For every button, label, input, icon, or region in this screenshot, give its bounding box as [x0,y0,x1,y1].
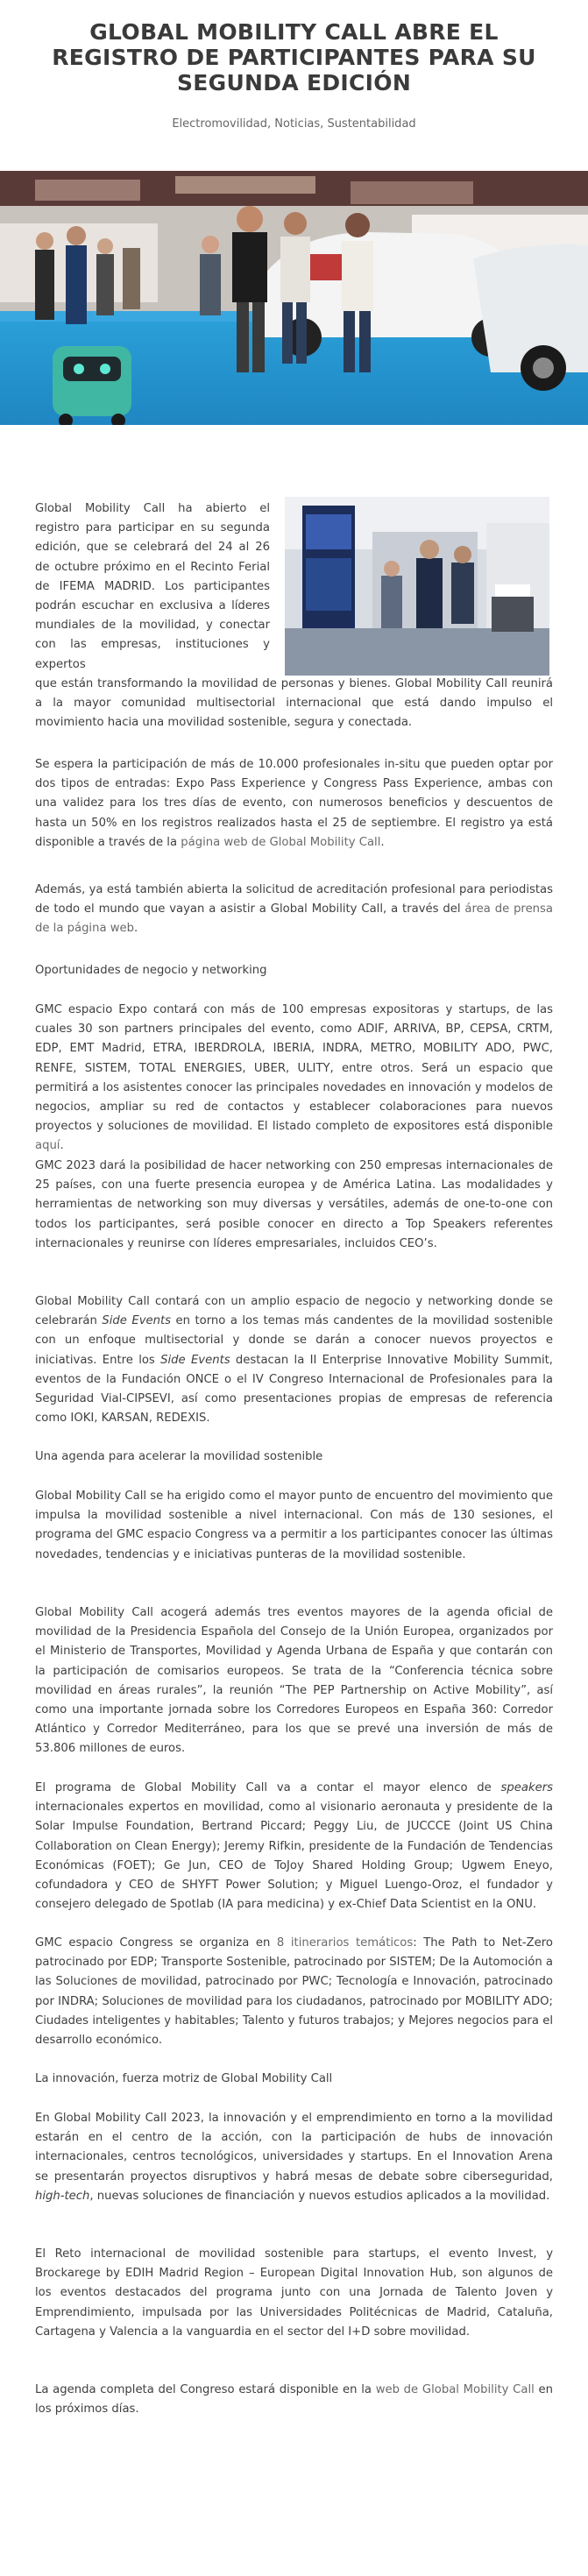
paragraph-9 [35,1779,553,1914]
category-separator: , [320,117,328,131]
paragraph-11 [35,2109,553,2206]
paragraph-7: Global Mobility Call se ha erigido como el mayor punto de encuentro del movimiento que impulsa la movilidad sostenible a nivel internacional. Con más de 130 sesiones, el programa del GMC espacio Congress va a permitir a los participantes conocer las últimas novedades, tendencias y e iniciativas punteras de la movilidad sostenible. [35,1490,553,1561]
section-heading-agenda: Una agenda para acelerar la movilidad sostenible [35,1450,323,1463]
category-link-sustentabilidad[interactable]: Sustentabilidad [327,117,416,131]
congress-web-link[interactable]: web de Global Mobility Call [375,2383,535,2396]
paragraph-6-text-a: Global Mobility Call contará con un amplio espacio de negocio y networking donde se celebrarán [35,1295,553,1328]
category-separator: , [267,117,275,131]
paragraph-6-text-c: destacan la II Enterprise Innovative Mobility Summit, eventos de la Fundación ONCE o el IV Congreso Internacional de Profesionales para la Seguridad Vial-CIPSEVI, así como presentaciones propias de empresas de referencia como IOKI, KARSAN, REDEXIS. [35,1353,553,1426]
paragraph-10-text-b: : The Path to Net-Zero patrocinado por EDP; Transporte Sostenible, patrocinado por SISTEM; De la Automoción a las Soluciones de movilidad, patrocinado por PWC; Tecnología e Innovación, patrocinado por INDRA; Soluciones de movilidad para los ciudadanos, patrocinado por MOBILITY ADO; Ciudades inteligentes y habitables; Talento y futuros trabajos; y Mejores negocios para el desarrollo económico. [35,1936,553,2048]
paragraph-2 [35,755,553,853]
paragraph-9-text-a: El programa de Global Mobility Call va a contar el mayor elenco de [35,1781,501,1794]
exhibitors-list-link[interactable]: aquí [35,1139,60,1153]
paragraph-13-text: La agenda completa del Congreso estará disponible en la [35,2383,376,2396]
paragraph-5: GMC 2023 dará la posibilidad de hacer networking con 250 empresas internacionales de 25 países, con una fuerte presencia europea y de América Latina. Las modalidades y herramientas de networking son muy diversas y versátiles, además de one-to-one con todos los participantes, será posible conocer en directo a Top Speakers referentes internacionales y reunirse con líderes empresariales, incluidos CEO’s. [35,1159,553,1250]
paragraph-6 [35,1292,553,1428]
category-link-noticias[interactable]: Noticias [274,117,321,131]
paragraph-11-em: high-tech [35,2189,90,2203]
paragraph-6-em-2: Side Events [160,1353,230,1367]
paragraph-6-text-b: en torno a los temas más candentes de la movilidad sostenible con un enfoque multisectorial y donde se darán a conocer nuevos proyectos e iniciativas. Entre los [35,1314,553,1367]
paragraph-2-end: . [380,835,385,849]
category-link-electromovilidad[interactable]: Electromovilidad [172,117,268,131]
press-area-link[interactable]: área de prensa de la página web [35,902,553,936]
paragraph-4-text: GMC espacio Expo contará con más de 100 empresas expositoras y startups, de las cuales 30 son partners principales del evento, como ADIF, ARRIVA, BP, CEPSA, CRTM, EDP, EMT Madrid, ETRA, IBERDROLA, IBERIA, INDRA, METRO, MOBILITY ADO, PWC, RENFE, SISTEM, TOTAL ENERGIES, UBER, ULITY, entre otros. Será un espacio que permitirá a los asistentes conocer las principales novedades en innovación y modelos de negocios, ampliar su red de contactos y establecer colaboraciones para nuevos proyectos y soluciones de movilidad. El listado completo de expositores está disponible [35,1003,553,1134]
paragraph-9-em: speakers [500,1781,553,1794]
paragraph-3-text: Además, ya está también abierta la solicitud de acreditación profesional para periodistas de todo el mundo que vayan a asistir a Global Mobility Call, a través del [35,883,553,916]
paragraph-10 [35,1934,553,2050]
registration-web-link[interactable]: página web de Global Mobility Call [181,835,381,849]
section-heading-networking: Oportunidades de negocio y networking [35,964,267,977]
paragraph-1-intro: Global Mobility Call ha abierto el registro para participar en su segunda edición, que se celebrará del 24 al 26 de octubre próximo en el Recinto Ferial de IFEMA MADRID. Los participantes podrán escuchar en exclusiva a líderes mundiales de la movilidad, y conectar con las empresas, instituciones y expertos [35,502,270,671]
paragraph-3 [35,881,553,939]
paragraph-9-text-b: internacionales expertos en movilidad, como al visionario aeronauta y presidente de la Solar Impulse Foundation, Bertrand Piccard; Peggy Liu, de JUCCCE (Joint US China Collaboration on Clean Energy); Jeremy Rifkin, presidente de la Fundación de Tendencias Económicas (FOET); Ge Jun, CEO de ToJoy Shared Holding Group; Ugwem Eneyo, cofundadora y CEO de SHYFT Power Solution; y Miguel Luengo-Oroz, el fundador y consejero delegado de Spotlab (IA para medicina) y ex-Chief Data Scientist en la ONU. [35,1801,553,1912]
article-title: GLOBAL MOBILITY CALL ABRE EL REGISTRO DE PARTICIPANTES PARA SU SEGUNDA EDICIÓN [52,19,536,96]
section-heading-innovation: La innovación, fuerza motriz de Global Mobility Call [35,2072,333,2085]
paragraph-6-em-1: Side Events [102,1314,172,1328]
category-list [0,117,588,131]
itineraries-link[interactable]: 8 itinerarios temáticos [276,1936,414,1950]
paragraph-11-text-b: , nuevas soluciones de financiación y nuevos estudios aplicados a la movilidad. [89,2189,550,2203]
paragraph-3-end: . [134,922,138,936]
paragraph-12: El Reto internacional de movilidad sostenible para startups, el evento Invest, y Brockarege by EDIH Madrid Region – European Digital Innovation Hub, son algunos de los eventos destacados del programa junto con una Jornada de Talento Joven y Emprendimiento, impulsada por las Universidades Politécnicas de Madrid, Cataluña, Cartagena y Valencia a la vanguardia en el sector del I+D sobre movilidad. [35,2247,553,2339]
paragraph-13-end: en los próximos días. [35,2383,554,2417]
paragraph-10-text-a: GMC espacio Congress se organiza en [35,1936,277,1950]
paragraph-8: Global Mobility Call acogerá además tres eventos mayores de la agenda oficial de movilidad de la Presidencia Española del Consejo de la Unión Europea, organizados por el Ministerio de Transportes, Movilidad y Agenda Urbana de España y que contarán con la participación de comisarios europeos. Se trata de la “Conferencia técnica sobre movilidad en áreas rurales”, la reunión “The PEP Partnership on Active Mobility”, así como una importante jornada sobre los Corredores Europeos en España 360: Corredor Atlántico y Corredor Mediterráneo, para los que se prevé una inversión de más de 53.806 millones de euros. [35,1606,553,1756]
paragraph-4-end: . [60,1139,64,1153]
paragraph-11-text-a: En Global Mobility Call 2023, la innovación y el emprendimiento en torno a la movilidad estarán en el centro de la acción, con la participación de hubs de innovación internacionales, centros tecnológicos, universidades y startups. En el Innovation Arena se presentarán proyectos disruptivos y habrá mesas de debate sobre ciberseguridad, [35,2112,553,2183]
paragraph-1-continued: que están transformando la movilidad de personas y bienes. Global Mobility Call reunirá a la mayor comunidad multisectorial internacional que está dando impulso el movimiento hacia una movilidad sostenible, segura y conectada. [35,677,553,730]
paragraph-13 [35,2381,553,2419]
paragraph-4 [35,1001,553,1157]
hero-image [0,171,588,425]
inset-image [285,497,549,676]
paragraph-2-text: Se espera la participación de más de 10.000 profesionales in-situ que pueden optar por dos tipos de entradas: Expo Pass Experience y Congress Pass Experience, ambas con una validez para los tres días de evento, con numerosos beneficios y descuentos de hasta un 50% en los registros realizados hasta el 25 de septiembre. El registro ya está disponible a través de la [35,758,553,849]
